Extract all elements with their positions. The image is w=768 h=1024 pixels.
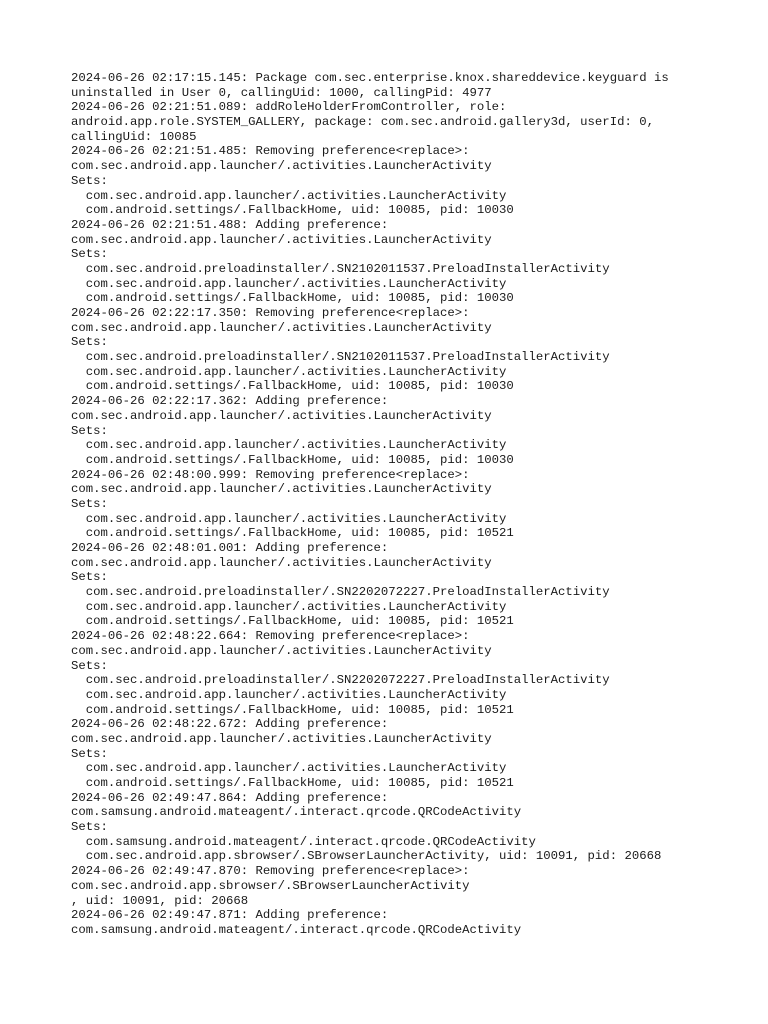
- log-line: com.android.settings/.FallbackHome, uid: 10085, pid: 10521: [71, 702, 514, 717]
- log-line: com.sec.android.preloadinstaller/.SN2102011537.PreloadInstallerActivity: [71, 350, 610, 365]
- log-line: com.sec.android.preloadinstaller/.SN2202072227.PreloadInstallerActivity: [71, 673, 610, 688]
- log-line: com.android.settings/.FallbackHome, uid: 10085, pid: 10030: [71, 203, 514, 218]
- log-line: com.android.settings/.FallbackHome, uid: 10085, pid: 10030: [71, 291, 514, 306]
- log-line: com.sec.android.app.launcher/.activities.LauncherActivity: [71, 511, 507, 526]
- log-line: callingUid: 10085: [71, 129, 197, 144]
- log-line: com.sec.android.app.launcher/.activities.LauncherActivity: [71, 761, 507, 776]
- log-line: 2024-06-26 02:49:47.871: Adding preference:: [71, 908, 389, 923]
- log-line: Sets:: [71, 496, 108, 511]
- log-line: com.sec.android.app.launcher/.activities.LauncherActivity: [71, 159, 492, 174]
- log-line: Sets:: [71, 247, 108, 262]
- log-line: com.sec.android.app.launcher/.activities.LauncherActivity: [71, 320, 492, 335]
- log-line: Sets:: [71, 423, 108, 438]
- log-line: com.android.settings/.FallbackHome, uid: 10085, pid: 10521: [71, 776, 514, 790]
- log-line: com.android.settings/.FallbackHome, uid: 10085, pid: 10030: [71, 452, 514, 467]
- log-line: 2024-06-26 02:48:22.672: Adding preference:: [71, 717, 389, 732]
- log-line: com.sec.android.app.launcher/.activities.LauncherActivity: [71, 188, 507, 203]
- log-line: 2024-06-26 02:17:15.145: Package com.sec.enterprise.knox.shareddevice.keyguard is: [71, 71, 669, 85]
- log-line: 2024-06-26 02:48:01.001: Adding preference:: [71, 541, 389, 555]
- log-line: 2024-06-26 02:49:47.870: Removing preference<replace>:: [71, 864, 470, 879]
- log-line: com.sec.android.app.sbrowser/.SBrowserLauncherActivity, uid: 10091, pid: 20668: [71, 849, 662, 864]
- log-line: com.sec.android.app.launcher/.activities.LauncherActivity: [71, 643, 492, 658]
- log-line: com.sec.android.app.launcher/.activities.LauncherActivity: [71, 276, 507, 291]
- log-line: com.samsung.android.mateagent/.interact.qrcode.QRCodeActivity: [71, 805, 522, 820]
- log-line: com.android.settings/.FallbackHome, uid: 10085, pid: 10521: [71, 526, 514, 541]
- log-line: com.sec.android.app.launcher/.activities.LauncherActivity: [71, 482, 492, 497]
- log-line: com.sec.android.app.launcher/.activities.LauncherActivity: [71, 555, 492, 570]
- log-line: com.android.settings/.FallbackHome, uid: 10085, pid: 10030: [71, 379, 514, 394]
- log-line: 2024-06-26 02:22:17.350: Removing preference<replace>:: [71, 306, 470, 320]
- log-text-block: [71, 71, 761, 938]
- log-line: com.sec.android.preloadinstaller/.SN2202072227.PreloadInstallerActivity: [71, 585, 610, 600]
- log-line: Sets:: [71, 335, 108, 350]
- log-line: Sets:: [71, 173, 108, 188]
- log-line: , uid: 10091, pid: 20668: [71, 893, 249, 908]
- log-line: com.sec.android.app.launcher/.activities.LauncherActivity: [71, 232, 492, 247]
- log-line: com.sec.android.app.launcher/.activities.LauncherActivity: [71, 438, 507, 453]
- log-line: com.sec.android.app.launcher/.activities.LauncherActivity: [71, 599, 507, 614]
- log-line: com.sec.android.preloadinstaller/.SN2102011537.PreloadInstallerActivity: [71, 261, 610, 276]
- log-line: 2024-06-26 02:21:51.089: addRoleHolderFromController, role:: [71, 100, 507, 115]
- log-line: Sets:: [71, 746, 108, 761]
- log-line: com.sec.android.app.sbrowser/.SBrowserLauncherActivity: [71, 878, 470, 893]
- log-line: com.sec.android.app.launcher/.activities.LauncherActivity: [71, 687, 507, 702]
- log-line: com.samsung.android.mateagent/.interact.qrcode.QRCodeActivity: [71, 834, 536, 849]
- log-line: com.sec.android.app.launcher/.activities.LauncherActivity: [71, 731, 492, 746]
- log-line: 2024-06-26 02:48:00.999: Removing preference<replace>:: [71, 467, 470, 482]
- log-line: 2024-06-26 02:21:51.488: Adding preference:: [71, 217, 389, 232]
- log-line: com.sec.android.app.launcher/.activities.LauncherActivity: [71, 408, 492, 423]
- log-line: com.samsung.android.mateagent/.interact.qrcode.QRCodeActivity: [71, 922, 522, 937]
- log-line: 2024-06-26 02:22:17.362: Adding preference:: [71, 394, 389, 409]
- log-line: uninstalled in User 0, callingUid: 1000, callingPid: 4977: [71, 85, 492, 100]
- log-line: 2024-06-26 02:48:22.664: Removing preference<replace>:: [71, 629, 470, 644]
- log-line: Sets:: [71, 820, 108, 835]
- log-line: 2024-06-26 02:49:47.864: Adding preference:: [71, 790, 389, 805]
- log-line: Sets:: [71, 570, 108, 585]
- log-line: 2024-06-26 02:21:51.485: Removing preference<replace>:: [71, 144, 470, 159]
- log-line: com.sec.android.app.launcher/.activities.LauncherActivity: [71, 364, 507, 379]
- log-line: com.android.settings/.FallbackHome, uid: 10085, pid: 10521: [71, 614, 514, 629]
- log-line: Sets:: [71, 658, 108, 673]
- log-line: android.app.role.SYSTEM_GALLERY, package: com.sec.android.gallery3d, userId: 0,: [71, 115, 654, 130]
